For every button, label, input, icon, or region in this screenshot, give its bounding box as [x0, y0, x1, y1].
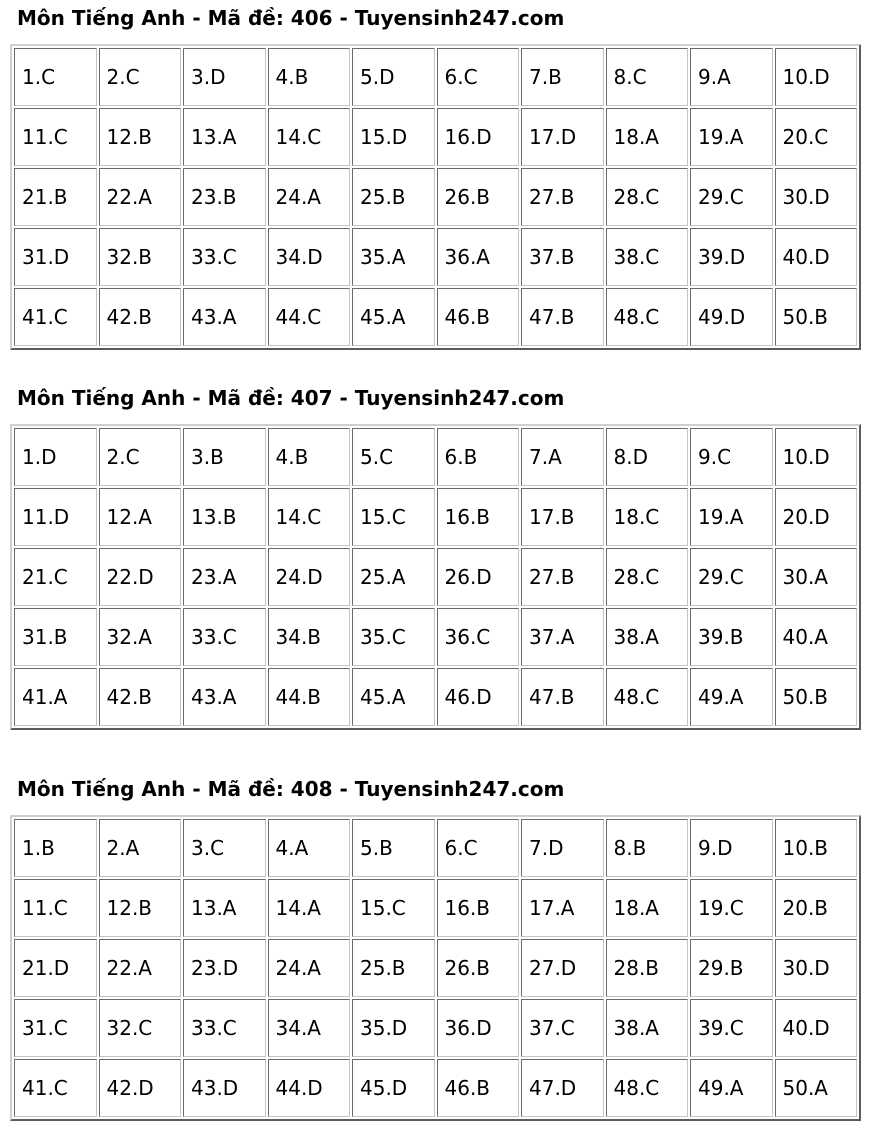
- answer-cell: 32.C: [99, 999, 182, 1057]
- exam-title: Môn Tiếng Anh - Mã đề: 408 - Tuyensinh247.com: [17, 777, 565, 801]
- answer-cell: 10.D: [775, 48, 858, 106]
- answer-cell: 23.A: [183, 548, 266, 606]
- answer-cell: 23.B: [183, 168, 266, 226]
- answer-cell: 18.C: [606, 488, 689, 546]
- table-row: [14, 548, 857, 606]
- answer-cell: 44.C: [268, 288, 351, 346]
- exam-title: Môn Tiếng Anh - Mã đề: 406 - Tuyensinh247.com: [17, 6, 565, 30]
- answer-cell: 50.B: [775, 668, 858, 726]
- answer-cell: 6.C: [437, 819, 520, 877]
- answer-cell: 40.D: [775, 228, 858, 286]
- answer-cell: 15.C: [352, 488, 435, 546]
- answer-key-table: [10, 815, 861, 1121]
- answer-cell: 20.D: [775, 488, 858, 546]
- answer-cell: 9.D: [690, 819, 773, 877]
- answer-cell: 2.C: [99, 48, 182, 106]
- answer-cell: 30.A: [775, 548, 858, 606]
- answer-cell: 1.B: [14, 819, 97, 877]
- answer-cell: 17.D: [521, 108, 604, 166]
- answer-cell: 7.A: [521, 428, 604, 486]
- answer-cell: 50.B: [775, 288, 858, 346]
- answer-cell: 22.D: [99, 548, 182, 606]
- answer-cell: 45.A: [352, 288, 435, 346]
- answer-cell: 39.D: [690, 228, 773, 286]
- answer-cell: 28.C: [606, 548, 689, 606]
- answer-cell: 16.B: [437, 879, 520, 937]
- answer-cell: 43.A: [183, 668, 266, 726]
- answer-cell: 35.C: [352, 608, 435, 666]
- answer-cell: 38.A: [606, 608, 689, 666]
- answer-cell: 18.A: [606, 879, 689, 937]
- table-row: [14, 108, 857, 166]
- answer-cell: 25.B: [352, 168, 435, 226]
- answer-key-table: [10, 424, 861, 730]
- table-row: [14, 819, 857, 877]
- answer-cell: 3.D: [183, 48, 266, 106]
- answer-cell: 21.B: [14, 168, 97, 226]
- answer-cell: 8.D: [606, 428, 689, 486]
- answer-cell: 37.B: [521, 228, 604, 286]
- answer-cell: 12.B: [99, 108, 182, 166]
- answer-cell: 26.B: [437, 168, 520, 226]
- answer-cell: 45.D: [352, 1059, 435, 1117]
- answer-cell: 39.C: [690, 999, 773, 1057]
- answer-cell: 47.D: [521, 1059, 604, 1117]
- answer-cell: 4.B: [268, 428, 351, 486]
- answer-cell: 35.D: [352, 999, 435, 1057]
- answer-cell: 11.D: [14, 488, 97, 546]
- answer-cell: 9.C: [690, 428, 773, 486]
- answer-cell: 48.C: [606, 288, 689, 346]
- answer-cell: 44.D: [268, 1059, 351, 1117]
- answer-cell: 12.B: [99, 879, 182, 937]
- answer-cell: 15.C: [352, 879, 435, 937]
- answer-cell: 29.C: [690, 548, 773, 606]
- answer-cell: 48.C: [606, 668, 689, 726]
- answer-cell: 36.D: [437, 999, 520, 1057]
- answer-cell: 3.C: [183, 819, 266, 877]
- answer-cell: 20.C: [775, 108, 858, 166]
- answer-cell: 49.D: [690, 288, 773, 346]
- answer-cell: 16.B: [437, 488, 520, 546]
- answer-cell: 36.A: [437, 228, 520, 286]
- answer-cell: 26.B: [437, 939, 520, 997]
- answer-cell: 26.D: [437, 548, 520, 606]
- answer-cell: 6.B: [437, 428, 520, 486]
- answer-cell: 38.A: [606, 999, 689, 1057]
- answer-cell: 21.D: [14, 939, 97, 997]
- table-row: [14, 999, 857, 1057]
- answer-cell: 37.C: [521, 999, 604, 1057]
- answer-cell: 28.B: [606, 939, 689, 997]
- answer-cell: 33.C: [183, 608, 266, 666]
- answer-cell: 41.C: [14, 1059, 97, 1117]
- table-row: [14, 1059, 857, 1117]
- answer-cell: 13.A: [183, 108, 266, 166]
- answer-cell: 8.C: [606, 48, 689, 106]
- answer-cell: 28.C: [606, 168, 689, 226]
- answer-cell: 19.C: [690, 879, 773, 937]
- answer-cell: 5.D: [352, 48, 435, 106]
- table-row: [14, 668, 857, 726]
- answer-cell: 45.A: [352, 668, 435, 726]
- table-row: [14, 228, 857, 286]
- answer-cell: 2.A: [99, 819, 182, 877]
- answer-cell: 18.A: [606, 108, 689, 166]
- answer-cell: 40.D: [775, 999, 858, 1057]
- answer-cell: 41.A: [14, 668, 97, 726]
- answer-cell: 3.B: [183, 428, 266, 486]
- answer-cell: 21.C: [14, 548, 97, 606]
- answer-cell: 33.C: [183, 228, 266, 286]
- answer-cell: 10.B: [775, 819, 858, 877]
- answer-cell: 22.A: [99, 939, 182, 997]
- answer-cell: 31.D: [14, 228, 97, 286]
- answer-cell: 20.B: [775, 879, 858, 937]
- answer-cell: 24.A: [268, 939, 351, 997]
- answer-cell: 17.B: [521, 488, 604, 546]
- exam-title: Môn Tiếng Anh - Mã đề: 407 - Tuyensinh247.com: [17, 386, 565, 410]
- answer-cell: 14.A: [268, 879, 351, 937]
- answer-cell: 30.D: [775, 168, 858, 226]
- answer-cell: 12.A: [99, 488, 182, 546]
- answer-cell: 22.A: [99, 168, 182, 226]
- answer-cell: 5.C: [352, 428, 435, 486]
- answer-cell: 13.A: [183, 879, 266, 937]
- answer-cell: 41.C: [14, 288, 97, 346]
- answer-cell: 1.C: [14, 48, 97, 106]
- answer-cell: 11.C: [14, 108, 97, 166]
- answer-cell: 46.B: [437, 1059, 520, 1117]
- answer-cell: 24.D: [268, 548, 351, 606]
- answer-cell: 5.B: [352, 819, 435, 877]
- answer-cell: 7.D: [521, 819, 604, 877]
- answer-cell: 27.B: [521, 548, 604, 606]
- answer-cell: 49.A: [690, 668, 773, 726]
- answer-cell: 2.C: [99, 428, 182, 486]
- answer-cell: 42.B: [99, 288, 182, 346]
- answer-cell: 10.D: [775, 428, 858, 486]
- answer-cell: 32.B: [99, 228, 182, 286]
- answer-cell: 46.D: [437, 668, 520, 726]
- answer-cell: 14.C: [268, 488, 351, 546]
- answer-cell: 46.B: [437, 288, 520, 346]
- answer-cell: 6.C: [437, 48, 520, 106]
- answer-cell: 11.C: [14, 879, 97, 937]
- answer-cell: 34.D: [268, 228, 351, 286]
- answer-cell: 1.D: [14, 428, 97, 486]
- answer-cell: 19.A: [690, 488, 773, 546]
- table-row: [14, 428, 857, 486]
- table-row: [14, 939, 857, 997]
- answer-cell: 19.A: [690, 108, 773, 166]
- table-row: [14, 168, 857, 226]
- answer-cell: 4.A: [268, 819, 351, 877]
- answer-cell: 42.B: [99, 668, 182, 726]
- answer-cell: 23.D: [183, 939, 266, 997]
- answer-cell: 43.D: [183, 1059, 266, 1117]
- answer-cell: 35.A: [352, 228, 435, 286]
- answer-cell: 34.A: [268, 999, 351, 1057]
- answer-cell: 16.D: [437, 108, 520, 166]
- answer-cell: 24.A: [268, 168, 351, 226]
- answer-cell: 27.D: [521, 939, 604, 997]
- answer-cell: 31.B: [14, 608, 97, 666]
- answer-cell: 31.C: [14, 999, 97, 1057]
- table-row: [14, 288, 857, 346]
- answer-cell: 37.A: [521, 608, 604, 666]
- answer-cell: 8.B: [606, 819, 689, 877]
- answer-cell: 15.D: [352, 108, 435, 166]
- answer-cell: 4.B: [268, 48, 351, 106]
- answer-cell: 27.B: [521, 168, 604, 226]
- answer-cell: 38.C: [606, 228, 689, 286]
- answer-cell: 47.B: [521, 668, 604, 726]
- answer-cell: 7.B: [521, 48, 604, 106]
- table-row: [14, 608, 857, 666]
- answer-cell: 13.B: [183, 488, 266, 546]
- answer-cell: 49.A: [690, 1059, 773, 1117]
- answer-cell: 32.A: [99, 608, 182, 666]
- answer-cell: 42.D: [99, 1059, 182, 1117]
- answer-cell: 29.C: [690, 168, 773, 226]
- answer-cell: 14.C: [268, 108, 351, 166]
- answer-cell: 43.A: [183, 288, 266, 346]
- answer-cell: 9.A: [690, 48, 773, 106]
- answer-cell: 17.A: [521, 879, 604, 937]
- answer-cell: 25.B: [352, 939, 435, 997]
- answer-cell: 33.C: [183, 999, 266, 1057]
- answer-cell: 40.A: [775, 608, 858, 666]
- answer-key-table: [10, 44, 861, 350]
- answer-cell: 47.B: [521, 288, 604, 346]
- answer-cell: 48.C: [606, 1059, 689, 1117]
- table-row: [14, 879, 857, 937]
- answer-cell: 50.A: [775, 1059, 858, 1117]
- answer-cell: 34.B: [268, 608, 351, 666]
- table-row: [14, 488, 857, 546]
- answer-cell: 44.B: [268, 668, 351, 726]
- answer-cell: 29.B: [690, 939, 773, 997]
- answer-cell: 25.A: [352, 548, 435, 606]
- answer-cell: 39.B: [690, 608, 773, 666]
- answer-cell: 36.C: [437, 608, 520, 666]
- table-row: [14, 48, 857, 106]
- answer-cell: 30.D: [775, 939, 858, 997]
